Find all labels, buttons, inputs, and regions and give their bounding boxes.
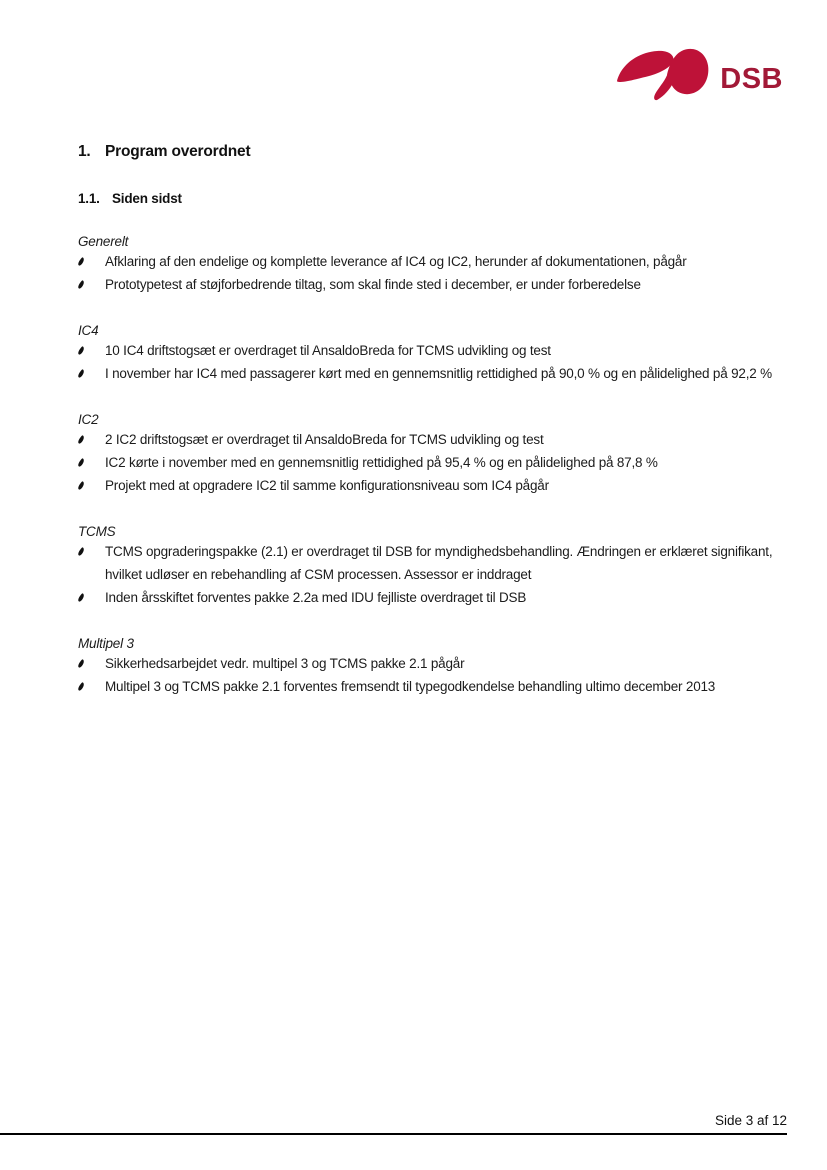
comma-bullet-icon bbox=[78, 250, 105, 273]
section-label: IC2 bbox=[78, 412, 99, 427]
comma-bullet-icon bbox=[78, 586, 105, 609]
list-item bbox=[78, 675, 790, 698]
heading-text: Program overordnet bbox=[105, 143, 251, 160]
subheading-number: 1.1. bbox=[78, 191, 100, 206]
bullet-text: TCMS opgraderingspakke (2.1) er overdraget til DSB for myndighedsbehandling. Ændringen er erklæret signifikant, hvilket udløser en rebehandling af CSM processen. Assessor er inddraget bbox=[105, 544, 773, 582]
bullet-text: 2 IC2 driftstogsæt er overdraget til AnsaldoBreda for TCMS udvikling og test bbox=[105, 432, 544, 447]
list-item bbox=[78, 586, 790, 609]
list-item bbox=[78, 250, 790, 273]
section-tcms bbox=[78, 523, 790, 609]
bullet-text: Inden årsskiftet forventes pakke 2.2a med IDU fejlliste overdraget til DSB bbox=[105, 590, 527, 605]
subheading-text: Siden sidst bbox=[112, 191, 182, 206]
comma-bullet-icon bbox=[78, 339, 105, 362]
list-item bbox=[78, 362, 790, 385]
comma-bullet-icon bbox=[78, 273, 105, 296]
bullet-text: Sikkerhedsarbejdet vedr. multipel 3 og TCMS pakke 2.1 pågår bbox=[105, 656, 465, 671]
list-item bbox=[78, 451, 790, 474]
section-ic4 bbox=[78, 322, 790, 385]
bullet-text: Prototypetest af støjforbedrende tiltag, som skal finde sted i december, er under forberedelse bbox=[105, 277, 641, 292]
footer-divider bbox=[0, 1133, 787, 1135]
comma-bullet-icon bbox=[78, 362, 105, 385]
section-label: TCMS bbox=[78, 524, 116, 539]
section-ic2 bbox=[78, 411, 790, 497]
comma-bullet-icon bbox=[78, 428, 105, 451]
comma-bullet-icon bbox=[78, 675, 105, 698]
heading-number: 1. bbox=[78, 143, 91, 160]
bullet-text: Afklaring af den endelige og komplette leverance af IC4 og IC2, herunder af dokumentationen, pågår bbox=[105, 254, 687, 269]
comma-bullet-icon bbox=[78, 451, 105, 474]
list-item bbox=[78, 540, 790, 586]
dsb-logo bbox=[613, 44, 783, 101]
section-generelt bbox=[78, 233, 790, 296]
dsb-logo-text: DSB bbox=[720, 63, 783, 95]
document-body bbox=[78, 143, 790, 698]
list-item bbox=[78, 339, 790, 362]
comma-bullet-icon bbox=[78, 474, 105, 497]
list-item bbox=[78, 428, 790, 451]
bullet-text: I november har IC4 med passagerer kørt med en gennemsnitlig rettidighed på 90,0 % og en pålidelighed på 92,2 % bbox=[105, 366, 772, 381]
bullet-text: IC2 kørte i november med en gennemsnitlig rettidighed på 95,4 % og en pålidelighed på 87,8 % bbox=[105, 455, 658, 470]
list-item bbox=[78, 652, 790, 675]
bullet-text: Projekt med at opgradere IC2 til samme konfigurationsniveau som IC4 pågår bbox=[105, 478, 549, 493]
comma-bullet-icon bbox=[78, 652, 105, 675]
section-label: Generelt bbox=[78, 234, 129, 249]
heading-siden-sidst bbox=[78, 190, 790, 207]
section-label: Multipel 3 bbox=[78, 636, 134, 651]
bullet-text: 10 IC4 driftstogsæt er overdraget til AnsaldoBreda for TCMS udvikling og test bbox=[105, 343, 551, 358]
section-label: IC4 bbox=[78, 323, 99, 338]
dsb-wing-icon bbox=[613, 44, 711, 101]
bullet-text: Multipel 3 og TCMS pakke 2.1 forventes fremsendt til typegodkendelse behandling ultimo december 2013 bbox=[105, 679, 716, 694]
section-multipel-3 bbox=[78, 635, 790, 698]
comma-bullet-icon bbox=[78, 540, 105, 586]
list-item bbox=[78, 474, 790, 497]
heading-program-overordnet bbox=[78, 143, 790, 161]
list-item bbox=[78, 273, 790, 296]
page-number: Side 3 af 12 bbox=[714, 1113, 787, 1128]
